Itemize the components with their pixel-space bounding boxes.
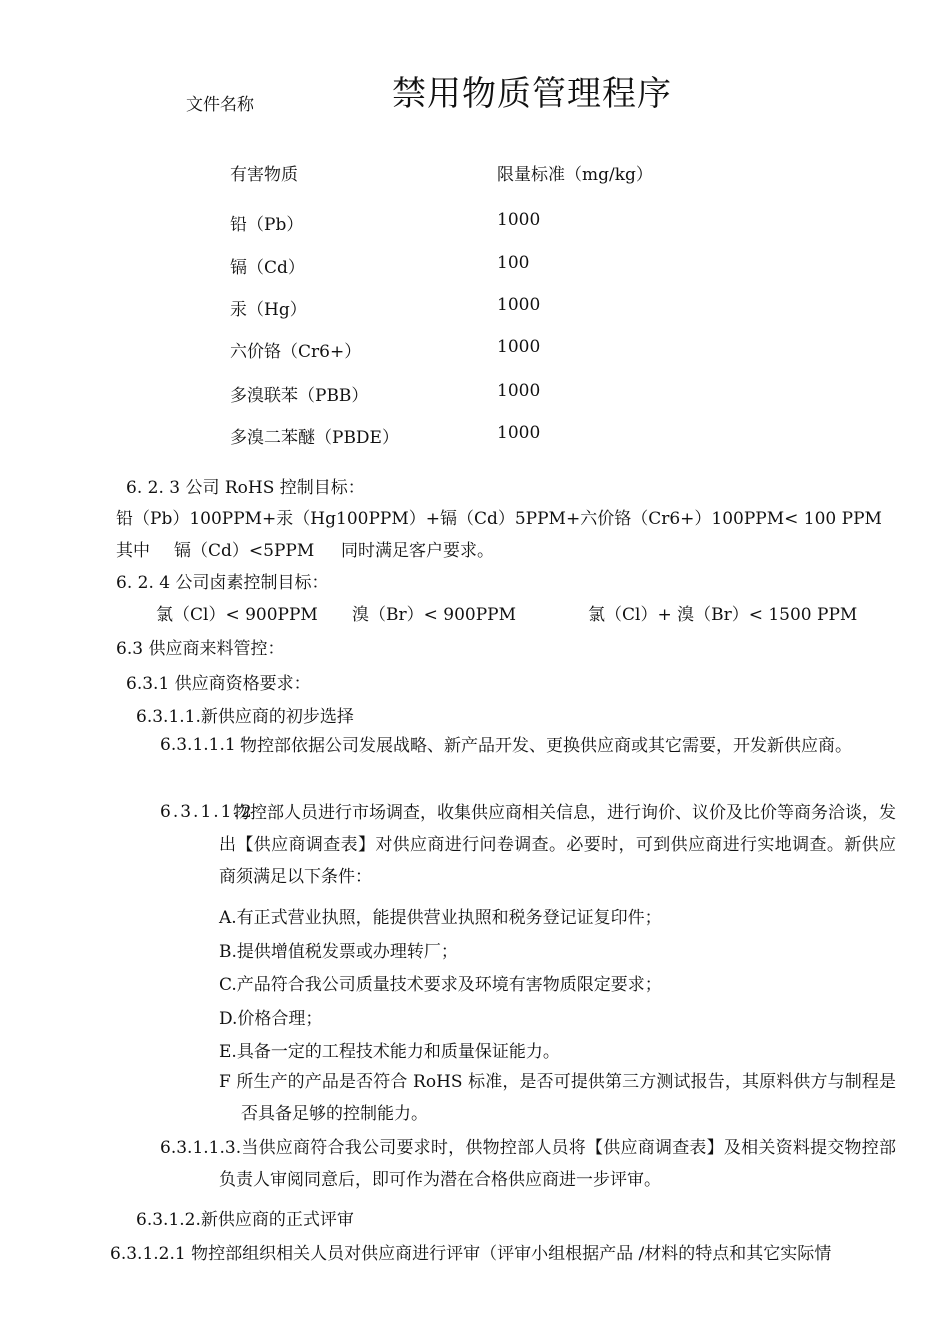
item-6-3-1-1-1-text: 物控部依据公司发展战略、新产品开发、更换供应商或其它需要，开发新供应商。	[240, 736, 852, 756]
document-title: 禁用物质管理程序	[392, 74, 672, 114]
table-cell-substance: 铅（Pb）	[230, 215, 304, 235]
item-number: 6.3.1.1.2	[160, 802, 254, 822]
table-header-substance: 有害物质	[230, 165, 298, 185]
condition-d: D.价格合理；	[219, 1009, 323, 1029]
item-number: 6.3.1.1.1	[160, 735, 236, 755]
section-6-3-1-heading: 6.3.1 供应商资格要求：	[126, 674, 311, 694]
item-6-3-1-1-3-text: 当供应商符合我公司要求时，供物控部人员将【供应商调查表】及相关资料提交物控部负责人审阅同意后，即可作为潜在合格供应商进一步评审。	[219, 1138, 896, 1190]
rohs-target-customer-note: 同时满足客户要求。	[341, 541, 494, 561]
rohs-target-cd-limit: 镉（Cd）<5PPM	[174, 541, 315, 561]
item-number: 6.3.1.1.3.	[160, 1138, 242, 1158]
halogen-total-limit: 氯（Cl）+ 溴（Br）< 1500 PPM	[588, 605, 858, 625]
table-cell-limit: 1000	[497, 295, 541, 315]
document-label: 文件名称	[186, 95, 254, 115]
condition-f: F 所生产的产品是否符合 RoHS 标准，是否可提供第三方测试报告，其原料供方与制程是否具备足够的控制能力。	[219, 1072, 896, 1124]
condition-e: E.具备一定的工程技术能力和质量保证能力。	[219, 1042, 560, 1062]
table-header-limit: 限量标准（mg/kg）	[497, 165, 653, 185]
table-cell-substance: 多溴二苯醚（PBDE）	[230, 428, 399, 448]
section-6-3-1-2-heading: 6.3.1.2.新供应商的正式评审	[136, 1210, 354, 1230]
rohs-target-formula: 铅（Pb）100PPM+汞（Hg100PPM）+镉（Cd）5PPM+六价铬（Cr6+）100PPM< 100 PPM	[116, 509, 882, 529]
condition-b: B.提供增值税发票或办理转厂；	[219, 942, 458, 962]
condition-a: A.有正式营业执照，能提供营业执照和税务登记证复印件；	[219, 908, 662, 928]
item-6-3-1-2-1-text: 6.3.1.2.1 物控部组织相关人员对供应商进行评审（评审小组根据产品 /材料的特点和其它实际情	[110, 1244, 832, 1264]
table-cell-limit: 100	[497, 253, 530, 273]
section-6-2-3-heading: 6. 2. 3 公司 RoHS 控制目标：	[126, 478, 365, 498]
rohs-target-note-label: 其中	[116, 541, 150, 561]
item-6-3-1-1-2-text: 物控部人员进行市场调查，收集供应商相关信息，进行询价、议价及比价等商务洽谈，发出【供应商调查表】对供应商进行问卷调查。必要时，可到供应商进行实地调查。新供应商须满足以下条件：	[219, 803, 896, 887]
table-cell-limit: 1000	[497, 381, 541, 401]
table-cell-substance: 镉（Cd）	[230, 258, 305, 278]
section-6-3-1-1-heading: 6.3.1.1.新供应商的初步选择	[136, 707, 354, 727]
table-cell-limit: 1000	[497, 210, 541, 230]
section-6-3-heading: 6.3 供应商来料管控：	[116, 639, 285, 659]
halogen-cl-limit: 氯（Cl）< 900PPM	[156, 605, 318, 625]
table-cell-substance: 汞（Hg）	[230, 300, 307, 320]
table-cell-limit: 1000	[497, 423, 541, 443]
item-6-3-1-1-3	[160, 1132, 896, 1196]
halogen-br-limit: 溴（Br）< 900PPM	[352, 605, 516, 625]
condition-c: C.产品符合我公司质量技术要求及环境有害物质限定要求；	[219, 975, 662, 995]
table-cell-substance: 六价铬（Cr6+）	[230, 342, 362, 362]
section-6-2-4-heading: 6. 2. 4 公司卤素控制目标：	[116, 573, 329, 593]
table-cell-limit: 1000	[497, 337, 541, 357]
table-cell-substance: 多溴联苯（PBB）	[230, 386, 369, 406]
